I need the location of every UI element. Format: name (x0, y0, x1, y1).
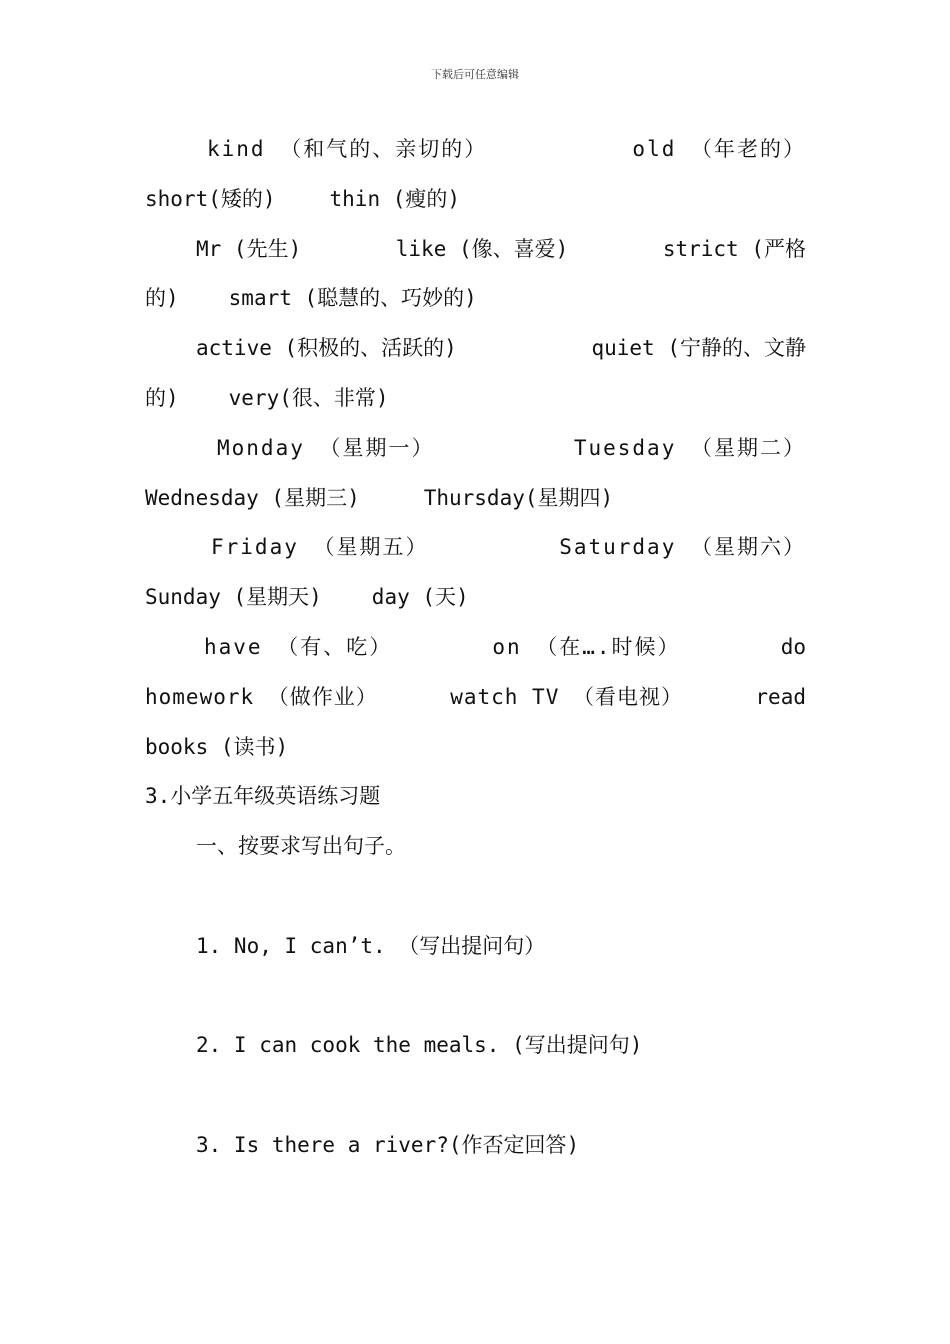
vocab-entry: kind （和气的、亲切的） (207, 137, 488, 161)
vocab-entry: watch TV （看电视） (450, 684, 683, 709)
vocab-entry: thin (瘦的) (329, 186, 461, 211)
vocab-entry: Saturday （星期六） (559, 535, 806, 560)
vocab-entry: Wednesday (星期三) (145, 485, 360, 510)
vocab-entry: day (天) (371, 585, 469, 610)
vocab-line (145, 324, 806, 374)
vocab-entry: homework （做作业） (145, 684, 378, 709)
vocab-entry: Sunday (星期天) (145, 585, 322, 610)
spacer (145, 872, 806, 922)
question-text: 3. Is there a river?(作否定回答) (196, 1132, 580, 1157)
vocab-entry: very(很、非常) (228, 385, 389, 410)
vocab-entry: Monday （星期一） (217, 435, 435, 460)
page-header: 下载后可任意编辑 (431, 68, 519, 81)
vocab-entry: do (780, 634, 806, 659)
vocab-entry: on （在….时候） (492, 634, 681, 659)
vocab-line (145, 623, 806, 673)
vocab-entry: Friday （星期五） (211, 535, 429, 560)
question-item (145, 1121, 806, 1171)
spacer (145, 972, 806, 1022)
vocab-line (145, 573, 806, 623)
vocab-line (145, 225, 806, 275)
vocab-entry: active (积极的、活跃的) (196, 336, 457, 361)
section-title-text: 3.小学五年级英语练习题 (145, 784, 381, 809)
vocab-entry: 的) (145, 286, 179, 311)
vocab-entry: like (像、喜爱) (395, 236, 569, 261)
vocab-entry: smart (聪慧的、巧妙的) (228, 286, 477, 311)
question-text: 2. I can cook the meals. (写出提问句) (196, 1033, 643, 1058)
vocab-line (145, 474, 806, 524)
spacer (145, 1071, 806, 1121)
vocab-entry: old （年老的） (632, 137, 806, 161)
vocab-entry: have （有、吃） (204, 634, 393, 659)
vocab-entry: 的) (145, 385, 179, 410)
vocab-line (145, 723, 806, 773)
document-body (145, 125, 806, 1171)
vocab-entry: read (755, 684, 806, 709)
vocab-line (145, 673, 806, 723)
vocab-entry: short(矮的) (145, 186, 276, 211)
section-subtitle (145, 822, 806, 872)
section-subtitle-text: 一、按要求写出句子。 (196, 834, 406, 859)
vocab-entry: books (读书) (145, 734, 289, 759)
vocab-line (145, 523, 806, 573)
vocab-entry: strict (严格 (662, 236, 806, 261)
vocab-line (145, 125, 806, 175)
vocab-entry: quiet (宁静的、文静 (591, 336, 806, 361)
vocab-line (145, 424, 806, 474)
question-item (145, 922, 806, 972)
vocab-entry: Thursday(星期四) (423, 485, 614, 510)
question-text: 1. No, I can’t. （写出提问句） (196, 933, 546, 958)
vocab-line (145, 175, 806, 225)
question-item (145, 1021, 806, 1071)
vocab-line (145, 274, 806, 324)
vocab-entry: Tuesday （星期二） (573, 435, 806, 460)
section-title (145, 772, 806, 822)
vocab-line (145, 374, 806, 424)
vocab-entry: Mr (先生) (196, 236, 302, 261)
